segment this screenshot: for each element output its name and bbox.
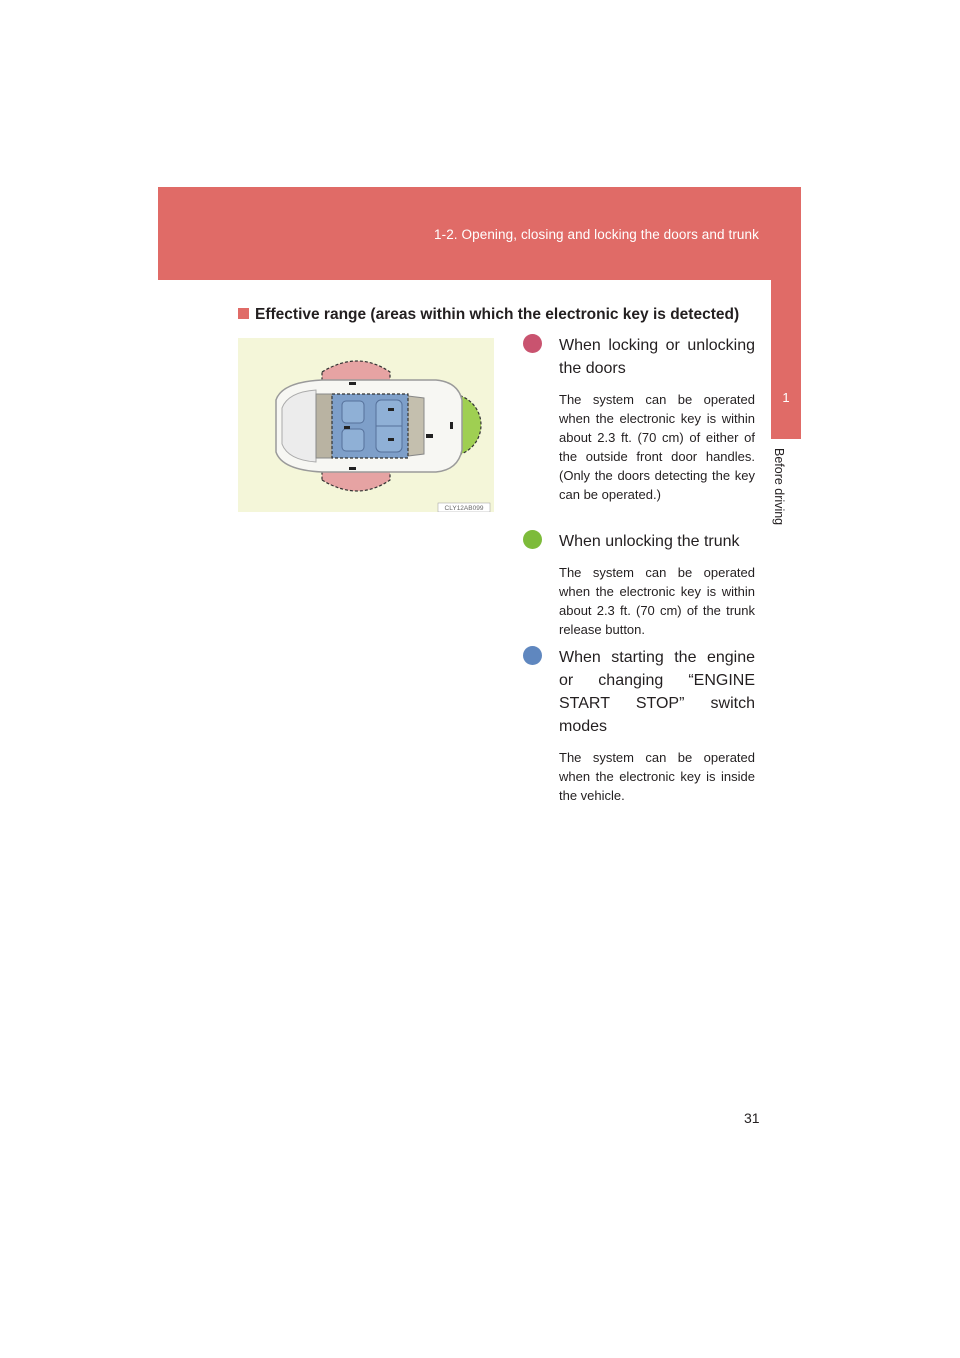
legend-description: The system can be operated when the electronic key is within about 2.3 ft. (70 cm) of either of the outside front door handles. (Only the doors detecting the key can be operated.) [559,392,755,502]
trunk-zone-color-icon [523,530,542,549]
diagram-code: CLY12AB099 [444,505,484,512]
chapter-label: Before driving [772,448,786,526]
cabin-zone-color-icon [523,646,542,665]
section-heading-text: Effective range (areas within which the electronic key is detected) [255,306,740,323]
page-number: 31 [744,1110,760,1126]
section-heading [238,306,739,324]
legend-title: When locking or unlocking the doors [559,337,755,377]
legend-item-trunk [521,530,755,639]
legend-item-cabin [521,646,755,805]
legend-title: When starting the engine or changing “ENGINE START STOP” switch modes [559,649,755,735]
heading-square-icon [238,308,249,319]
legend-description: The system can be operated when the electronic key is within about 2.3 ft. (70 cm) of the trunk release button. [559,565,755,637]
car-top-view-illustration [238,338,494,512]
legend-title: When unlocking the trunk [559,533,740,550]
legend-description: The system can be operated when the electronic key is inside the vehicle. [559,750,755,803]
header-band [158,187,801,280]
chapter-tab [771,280,801,439]
legend-item-doors [521,334,755,504]
section-title: 1-2. Opening, closing and locking the doors and trunk [433,227,759,242]
chapter-number: 1 [782,390,790,405]
detection-range-diagram [238,338,494,512]
door-zone-color-icon [523,334,542,353]
